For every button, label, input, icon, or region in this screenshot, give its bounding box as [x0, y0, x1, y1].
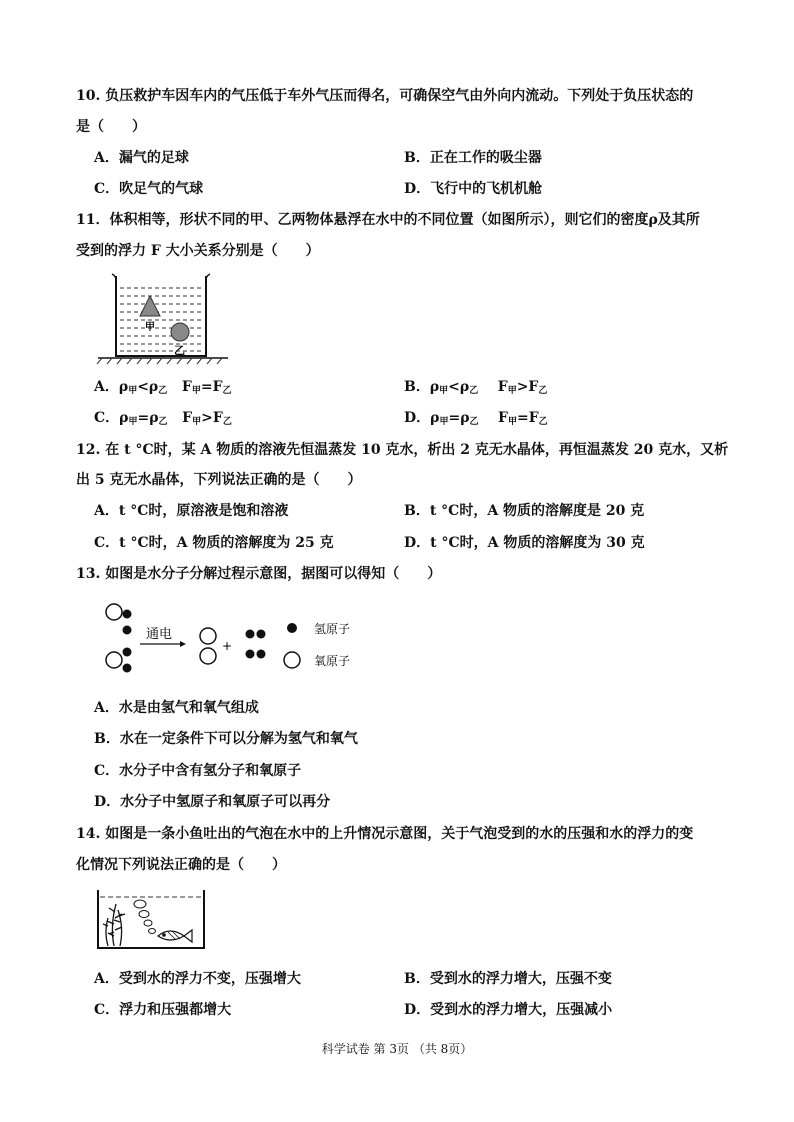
- triangle-object: [140, 296, 160, 316]
- q10-stem-line1: 10. 负压救护车因车内的气压低于车外气压而得名，可确保空气由外向内流动。下列处于负压状态的: [76, 88, 694, 104]
- q12-option-d: D．t °C时，A 物质的溶解度为 30 克: [404, 535, 645, 551]
- fish-icon: [158, 930, 192, 942]
- q12-option-c: C．t °C时，A 物质的溶解度为 25 克: [94, 535, 334, 551]
- q14-option-a: A．受到水的浮力不变，压强增大: [94, 971, 301, 987]
- fig-label-yi: 乙: [174, 344, 185, 357]
- q11-option-c: C．$\rho_甲=\rho_乙$ $F_甲>F_乙$: [94, 410, 232, 427]
- seaweed: [103, 904, 125, 946]
- q13-option-b: B．水在一定条件下可以分解为氢气和氧气: [94, 731, 358, 747]
- q14-stem-line2: 化情况下列说法正确的是（ ）: [76, 857, 286, 873]
- q12-option-a: A．t °C时，原溶液是饱和溶液: [94, 503, 289, 519]
- q14-stem-line1: 14. 如图是一条小鱼吐出的气泡在水中的上升情况示意图，关于气泡受到的水的压强和水的浮力的变: [76, 826, 694, 842]
- q14-option-b: B．受到水的浮力增大，压强不变: [404, 971, 612, 987]
- legend-h-label: 氢原子: [314, 622, 351, 636]
- q11-option-b: B．$\rho_甲<\rho_乙$ $F_甲>F_乙$: [404, 379, 548, 396]
- q12-stem-line1: 12. 在 t °C时，某 A 物质的溶液先恒温蒸发 10 克水，析出 2 克无水晶体，再恒温蒸发 20 克水，又析: [76, 442, 729, 458]
- q14-option-c: C．浮力和压强都增大: [94, 1002, 232, 1018]
- q12-option-b: B．t °C时，A 物质的溶解度是 20 克: [404, 503, 645, 519]
- legend-o-circle: [284, 652, 300, 668]
- q10-option-c: C．吹足气的气球: [94, 181, 204, 197]
- q10-option-b: B．正在工作的吸尘器: [404, 150, 542, 166]
- q12-stem-line2: 出 5 克无水晶体，下列说法正确的是（ ）: [76, 472, 362, 488]
- legend-h-dot: [287, 623, 297, 633]
- bubbles: [134, 900, 156, 934]
- plus-sign: +: [222, 639, 233, 653]
- fish-bubble-figure: [94, 886, 210, 954]
- q11-stem-line2: 受到的浮力 F 大小关系分别是（ ）: [76, 243, 320, 259]
- page-footer: 科学试卷 第 3页 （共 8页）: [321, 1042, 473, 1056]
- q13-option-a: A．水是由氢气和氧气组成: [94, 700, 259, 716]
- legend-o-label: 氧原子: [314, 654, 351, 668]
- q10-option-a: A．漏气的足球: [94, 150, 189, 166]
- q11-option-a: A．$\rho_甲<\rho_乙$ $F_甲=F_乙$: [94, 379, 232, 396]
- q14-option-d: D．受到水的浮力增大，压强减小: [404, 1002, 613, 1018]
- q11-option-d: D．$\rho_甲=\rho_乙$ $F_甲=F_乙$: [404, 410, 548, 427]
- fig-label-jia: 甲: [145, 322, 155, 333]
- arrow-label: 通电: [146, 627, 173, 642]
- q10-option-d: D．飞行中的飞机机舱: [404, 181, 543, 197]
- circle-object: [171, 323, 189, 341]
- q13-option-d: D．水分子中氢原子和氧原子可以再分: [94, 794, 331, 810]
- q13-option-c: C．水分子中含有氢分子和氧原子: [94, 763, 302, 779]
- beaker-figure: [94, 270, 234, 370]
- ground-hatch: [97, 358, 222, 364]
- water-lines: [120, 288, 202, 351]
- q10-stem-line2: 是（ ）: [76, 119, 146, 135]
- water-decomposition-figure: [94, 598, 394, 688]
- q13-stem-line1: 13. 如图是水分子分解过程示意图，据图可以得知（ ）: [76, 566, 442, 582]
- q11-stem-line1: 11．体积相等，形状不同的甲、乙两物体悬浮在水中的不同位置（如图所示），则它们的密度ρ及其所: [76, 212, 700, 228]
